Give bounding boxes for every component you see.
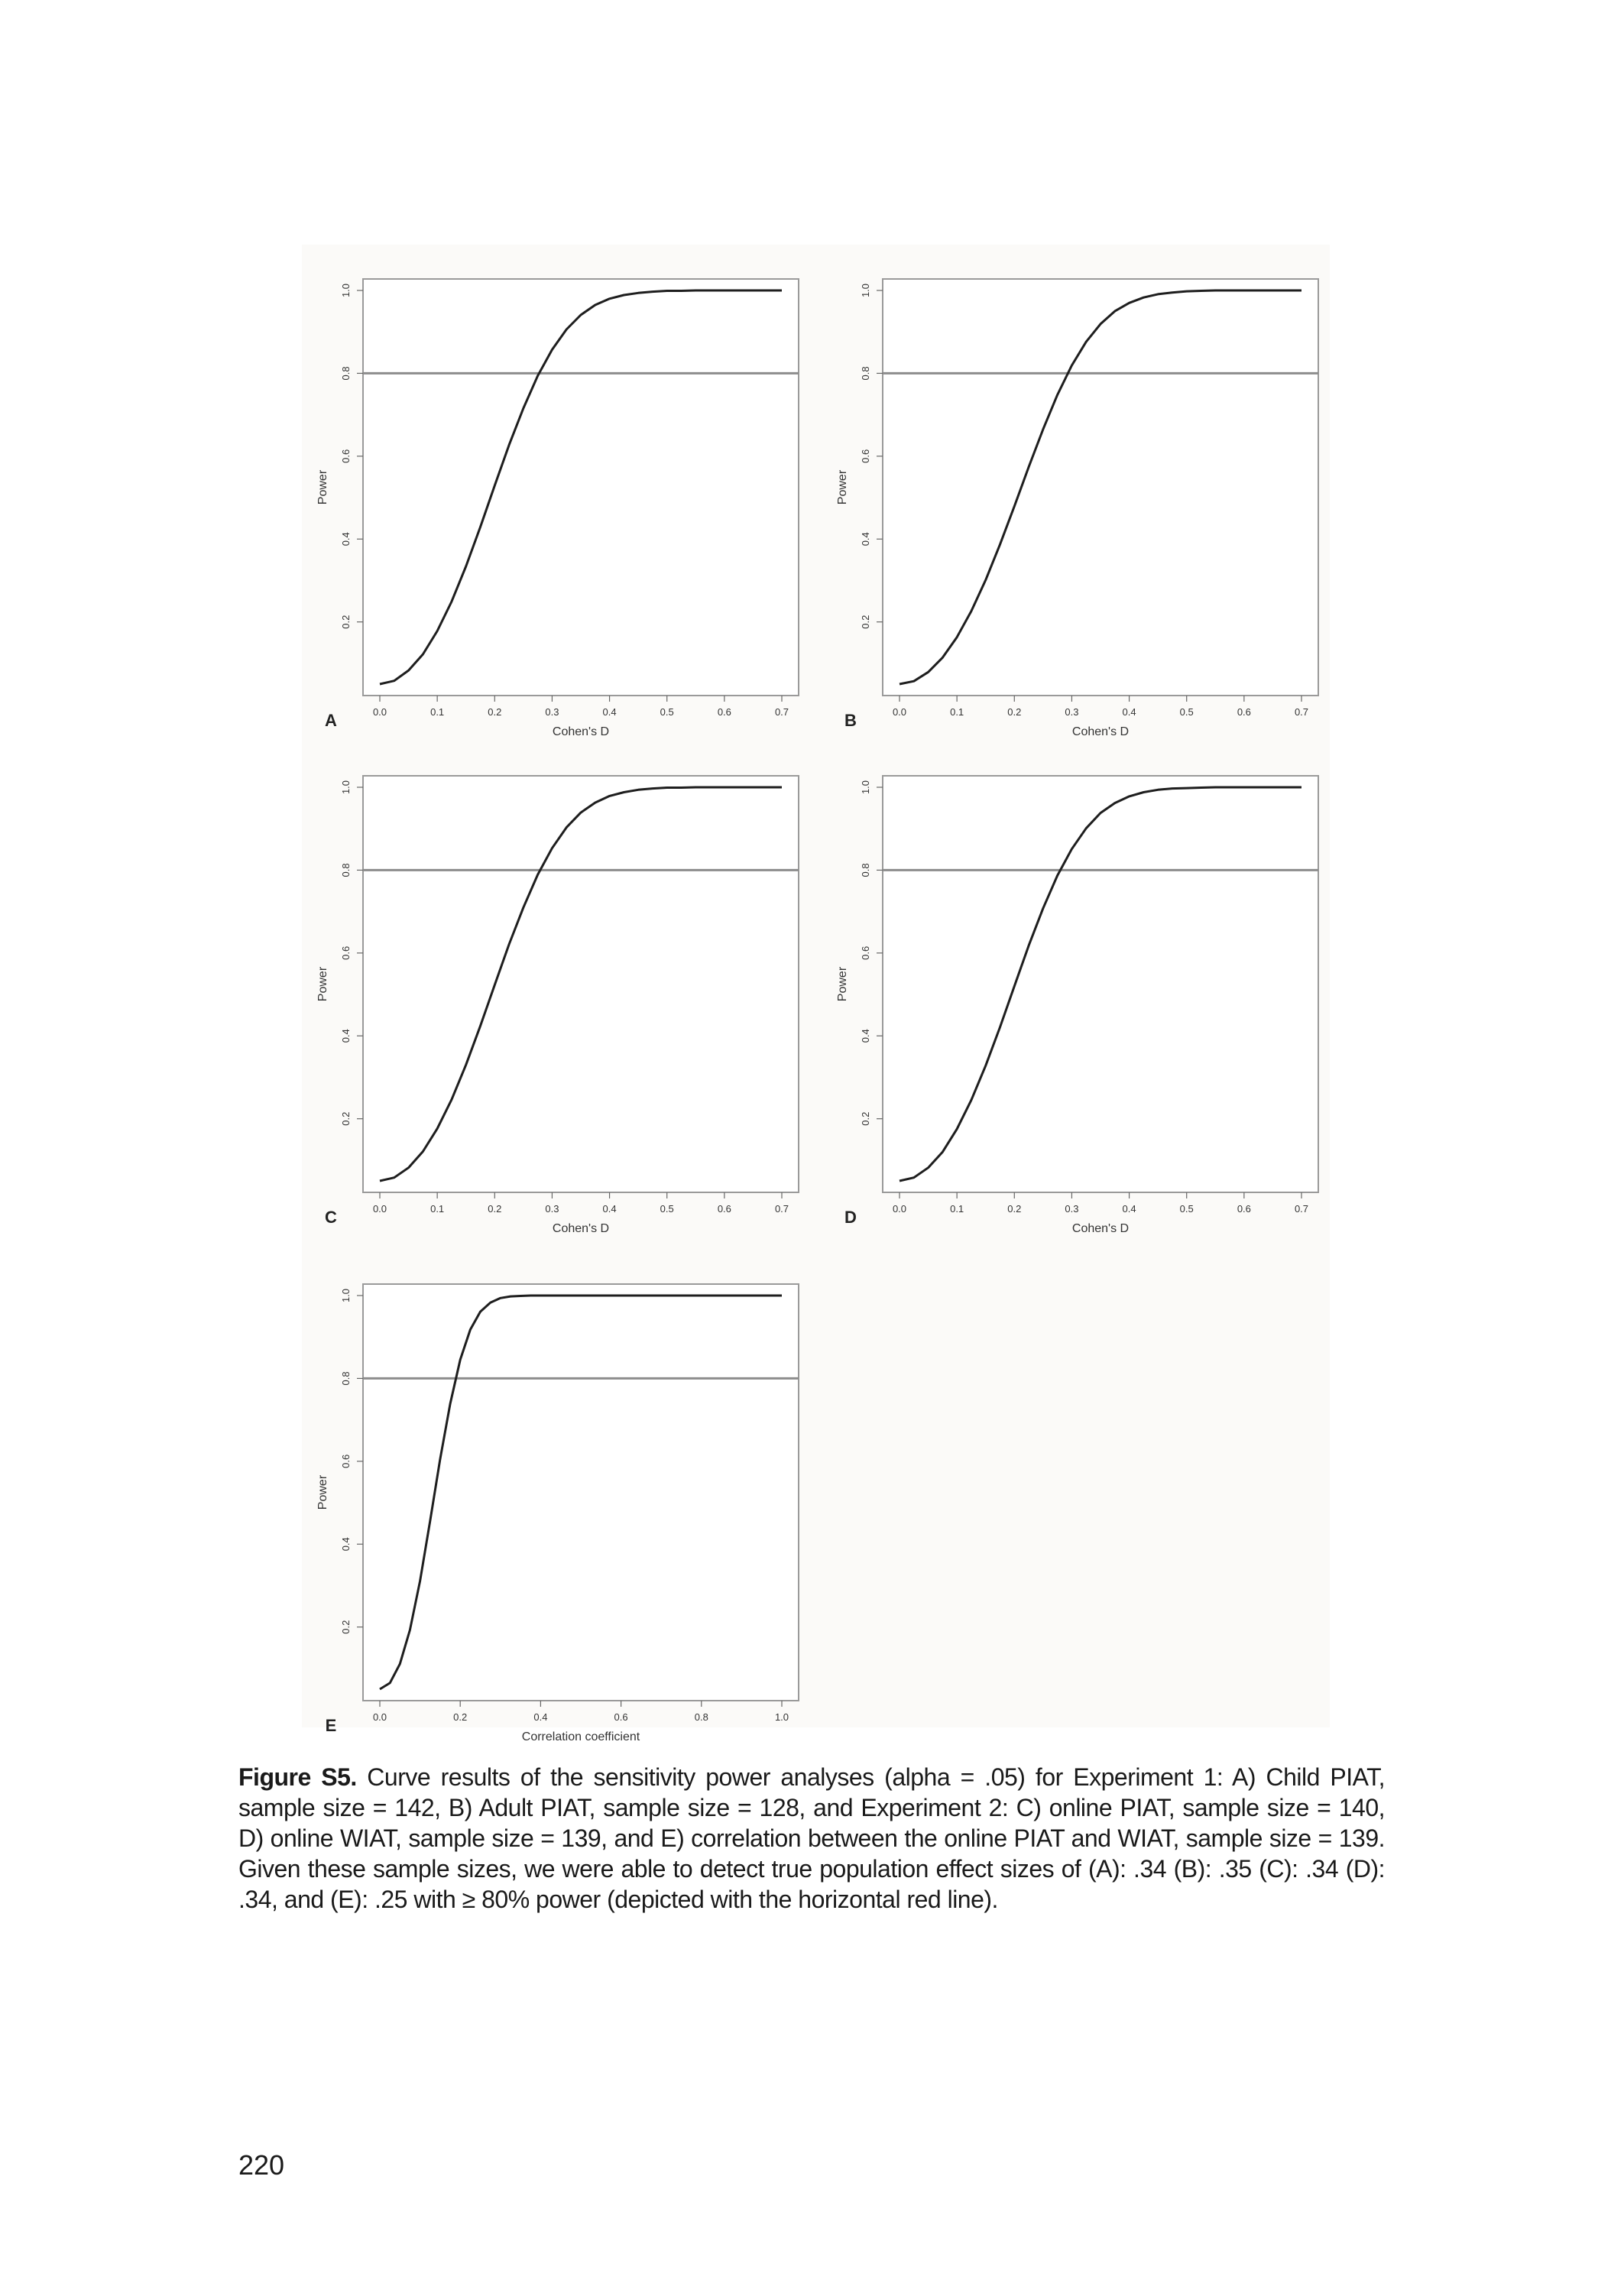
x-tick-label: 0.3 (1065, 706, 1079, 718)
x-tick-label: 0.5 (660, 1203, 674, 1215)
x-tick-label: 0.7 (1294, 706, 1309, 718)
chart-svg (822, 245, 1341, 738)
x-tick-label: 0.7 (1294, 1203, 1309, 1215)
x-tick-label: 0.5 (660, 706, 674, 718)
chart-svg (302, 1250, 822, 1743)
x-tick-label: 0.3 (545, 706, 559, 718)
caption-text: Curve results of the sensitivity power analyses (alpha = .05) for Experiment 1: A) Child PIAT, sample size = 142, B) Adult PIAT, sample size = 128, and Experiment 2: C) online PIAT, sample size = 140, D) online WIAT, sample size = 139, and E) correlation between the online PIAT and WIAT, sample size = 139. Given these sample sizes, we were able to detect true population effect sizes of (A): .34 (B): .35 (C): .34 (D): .34, and (E): .25 with ≥ 80% power (depicted with the horizontal red line). (238, 1763, 1386, 1913)
chart-panel-c (302, 741, 822, 1235)
x-tick-label: 0.2 (1007, 706, 1022, 718)
x-tick-label: 0.6 (717, 706, 731, 718)
y-tick-label: 0.4 (860, 532, 871, 546)
x-axis-title: Cohen's D (1071, 1222, 1130, 1235)
chart-svg (302, 245, 822, 738)
x-tick-label: 1.0 (774, 1711, 789, 1723)
x-axis-title: Cohen's D (1071, 725, 1130, 738)
y-axis-title: Power (316, 1474, 329, 1510)
x-tick-label: 0.7 (774, 706, 789, 718)
panel-letter: C (325, 1208, 337, 1227)
x-tick-label: 0.3 (1065, 1203, 1079, 1215)
y-tick-label: 1.0 (860, 283, 871, 298)
y-tick-label: 0.6 (340, 449, 352, 463)
y-tick-label: 0.8 (860, 366, 871, 381)
x-tick-label: 0.2 (488, 706, 502, 718)
x-tick-label: 0.2 (488, 1203, 502, 1215)
x-tick-label: 0.0 (372, 706, 387, 718)
y-tick-label: 0.8 (860, 863, 871, 877)
x-tick-label: 0.1 (950, 706, 964, 718)
x-tick-label: 0.4 (1122, 1203, 1136, 1215)
x-tick-label: 0.8 (694, 1711, 708, 1723)
y-tick-label: 1.0 (860, 780, 871, 795)
chart-panel-e (302, 1250, 822, 1743)
x-axis-title: Correlation coefficient (521, 1730, 640, 1743)
y-tick-label: 1.0 (340, 780, 352, 795)
y-tick-label: 1.0 (340, 1288, 352, 1303)
plot-frame (883, 279, 1318, 696)
x-tick-label: 0.6 (614, 1711, 628, 1723)
y-tick-label: 0.4 (860, 1029, 871, 1043)
plot-frame (363, 279, 799, 696)
x-tick-label: 0.4 (533, 1711, 548, 1723)
x-tick-label: 0.5 (1179, 1203, 1194, 1215)
y-axis-title: Power (836, 469, 849, 505)
x-tick-label: 0.1 (430, 1203, 445, 1215)
chart-svg (822, 741, 1341, 1235)
y-tick-label: 0.2 (340, 1111, 352, 1126)
y-tick-label: 0.2 (860, 615, 871, 629)
x-tick-label: 0.3 (545, 1203, 559, 1215)
x-tick-label: 0.1 (430, 706, 445, 718)
plot-frame (883, 776, 1318, 1192)
y-tick-label: 0.6 (340, 945, 352, 960)
panel-letter: B (844, 711, 857, 730)
x-tick-label: 0.4 (602, 1203, 617, 1215)
y-tick-label: 0.6 (340, 1454, 352, 1468)
y-tick-label: 0.2 (860, 1111, 871, 1126)
chart-panel-a (302, 245, 822, 738)
figure-area (302, 245, 1330, 1743)
panel-letter: D (844, 1208, 857, 1227)
x-tick-label: 0.2 (1007, 1203, 1022, 1215)
y-tick-label: 0.4 (340, 532, 352, 546)
y-tick-label: 0.8 (340, 863, 352, 877)
x-tick-label: 0.0 (372, 1711, 387, 1723)
chart-svg (302, 741, 822, 1235)
y-axis-title: Power (836, 966, 849, 1002)
x-axis-title: Cohen's D (552, 725, 610, 738)
x-tick-label: 0.0 (892, 1203, 907, 1215)
x-tick-label: 0.6 (717, 1203, 731, 1215)
y-tick-label: 0.2 (340, 615, 352, 629)
chart-panel-d (822, 741, 1341, 1235)
x-tick-label: 0.0 (372, 1203, 387, 1215)
panel-letter: E (325, 1716, 337, 1735)
y-axis-title: Power (316, 966, 329, 1002)
figure-caption (238, 1762, 1385, 1915)
caption-label: Figure S5. (238, 1763, 357, 1791)
page-number: 220 (238, 2149, 285, 2181)
y-tick-label: 0.6 (860, 449, 871, 463)
y-tick-label: 0.8 (340, 1371, 352, 1386)
y-tick-label: 0.4 (340, 1537, 352, 1552)
x-tick-label: 0.0 (892, 706, 907, 718)
x-tick-label: 0.6 (1237, 706, 1251, 718)
panel-letter: A (325, 711, 337, 730)
x-tick-label: 0.1 (950, 1203, 964, 1215)
x-tick-label: 0.5 (1179, 706, 1194, 718)
y-tick-label: 0.6 (860, 945, 871, 960)
x-tick-label: 0.4 (1122, 706, 1136, 718)
y-tick-label: 0.2 (340, 1620, 352, 1634)
y-tick-label: 1.0 (340, 283, 352, 298)
x-tick-label: 0.4 (602, 706, 617, 718)
y-tick-label: 0.4 (340, 1029, 352, 1043)
x-tick-label: 0.6 (1237, 1203, 1251, 1215)
y-tick-label: 0.8 (340, 366, 352, 381)
chart-panel-b (822, 245, 1341, 738)
x-tick-label: 0.2 (453, 1711, 468, 1723)
plot-frame (363, 776, 799, 1192)
x-axis-title: Cohen's D (552, 1222, 610, 1235)
y-axis-title: Power (316, 469, 329, 505)
x-tick-label: 0.7 (774, 1203, 789, 1215)
plot-frame (363, 1284, 799, 1701)
